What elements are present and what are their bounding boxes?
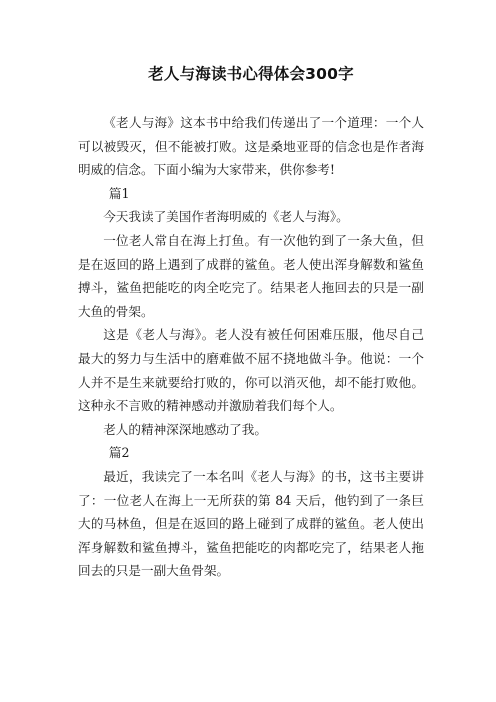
paragraph: 这是《老人与海》。老人没有被任何困难压服，他尽自己最大的努力与生活中的磨难做不屈不挠地做斗争。他说：一个人并不是生来就要给打败的，你可以消灭他，却不能打败他。这种永不言败的精神感动并激励着我们每个人。	[78, 327, 424, 414]
paragraph: 最近，我读完了一本名叫《老人与海》的书，这书主要讲了：一位老人在海上一无所获的第 84 天后，他钓到了一条巨大的马林鱼，但是在返回的路上碰到了成群的鲨鱼。老人使出浑身解数和鲨鱼搏斗，鲨鱼把能吃的肉都吃完了，结果老人拖回去的只是一副大鱼骨架。	[78, 468, 424, 579]
paragraph: 今天我读了美国作者海明威的《老人与海》。	[103, 209, 349, 225]
paragraph: 一位老人常自在海上打鱼。有一次他钓到了一条大鱼，但是在返回的路上遇到了成群的鲨鱼。老人使出浑身解数和鲨鱼搏斗，鲨鱼把能吃的肉全吃完了。结果老人拖回去的只是一副大鱼的骨架。	[78, 232, 424, 319]
intro-paragraph: 《老人与海》这本书中给我们传递出了一个道理：一个人可以被毁灭，但不能被打败。这是桑地亚哥的信念也是作者海明威的信念。下面小编为大家带来，供你参考!	[78, 115, 424, 178]
paragraph: 老人的精神深深地感动了我。	[103, 421, 267, 437]
section-heading-2: 篇2	[108, 445, 130, 461]
section-heading-1: 篇1	[108, 185, 130, 201]
document-title: 老人与海读书心得体会300字	[148, 65, 354, 83]
